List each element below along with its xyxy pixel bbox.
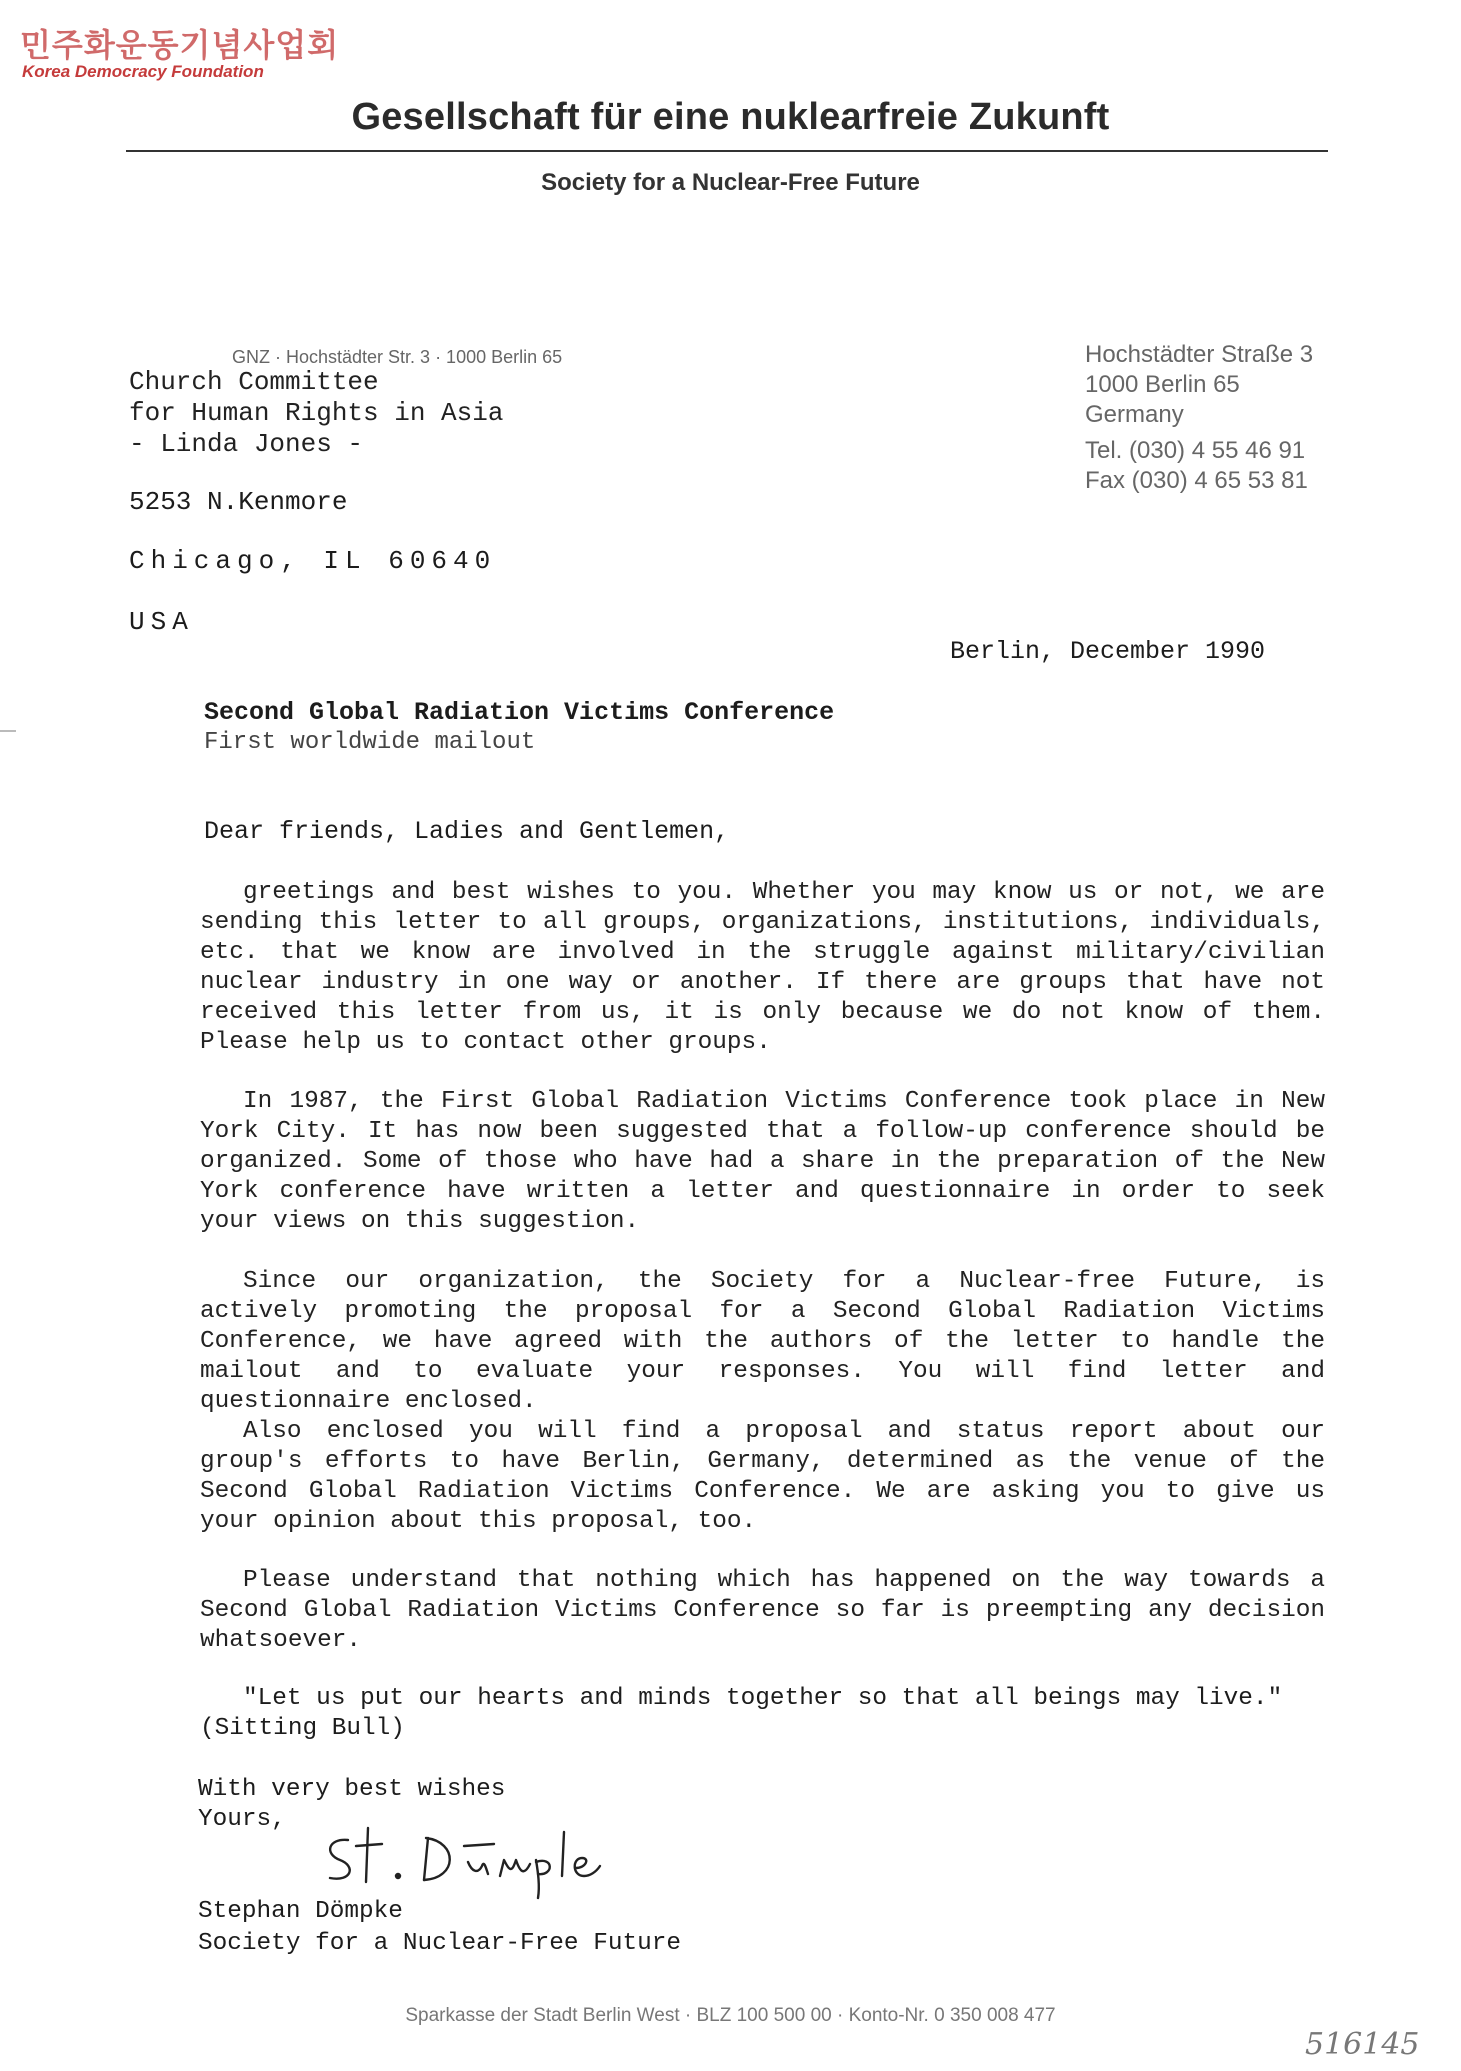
org-country: Germany xyxy=(1085,401,1184,428)
recipient-line: Church Committee xyxy=(129,367,379,397)
letterhead-name-german: Gesellschaft für eine nuklearfreie Zukunft xyxy=(351,96,1110,138)
recipient-line: for Human Rights in Asia xyxy=(129,398,504,428)
body-paragraph: greetings and best wishes to you. Whether you may know us or not, we are sending this letter to all groups, organizations, institutions, individuals, etc. that we know are involved in the struggle against military/civilian nuclear industry in one way or another. If there are groups that have not received this letter from us, it is only because we do not know of them. Please help us to contact other groups. xyxy=(200,879,1325,1056)
org-street: Hochstädter Straße 3 xyxy=(1085,341,1314,368)
org-city: 1000 Berlin 65 xyxy=(1085,371,1240,398)
sender-return-line: GNZ · Hochstädter Str. 3 · 1000 Berlin 65 xyxy=(232,347,563,367)
quote-block xyxy=(200,1684,1325,1744)
signer-name: Stephan Dömpke xyxy=(198,1898,403,1925)
letterhead-rule xyxy=(126,150,1328,152)
subject-subtitle: First worldwide mailout xyxy=(204,729,536,756)
org-telephone: Tel. (030) 4 55 46 91 xyxy=(1085,437,1306,464)
bank-details-footer: Sparkasse der Stadt Berlin West · BLZ 100 500 00 · Konto-Nr. 0 350 008 477 xyxy=(405,2005,1056,2026)
closing-line: Yours, xyxy=(198,1806,286,1833)
letterhead-name-english: Society for a Nuclear-Free Future xyxy=(541,169,920,196)
archive-number: 516145 xyxy=(1305,2027,1420,2062)
body-paragraph: Since our organization, the Society for a Nuclear-free Future, is actively promoting the proposal for a Second Global Radiation Victims Conference, we have agreed with the authors of the letter to handle the mailout and to evaluate your responses. You will find letter and questionnaire enclosed. xyxy=(200,1268,1325,1415)
salutation: Dear friends, Ladies and Gentlemen, xyxy=(204,817,730,846)
recipient-city: Chicago, IL 60640 xyxy=(129,546,497,576)
kdf-korean-watermark: 민주화운동기념사업회 xyxy=(20,26,340,64)
closing-line: With very best wishes xyxy=(198,1776,506,1803)
signer-organization: Society for a Nuclear-Free Future xyxy=(198,1930,682,1957)
body-paragraph: In 1987, the First Global Radiation Victims Conference took place in New York City. It has now been suggested that a follow-up conference should be organized. Some of those who have had a share in the preparation of the New York conference have written a letter and questionnaire in order to seek your views on this suggestion. xyxy=(200,1088,1325,1235)
recipient-street: 5253 N.Kenmore xyxy=(129,487,348,517)
quote-attribution: (Sitting Bull) xyxy=(200,1715,405,1742)
signer-block xyxy=(198,1896,681,1960)
scan-mark xyxy=(0,730,16,732)
recipient-block xyxy=(129,367,503,460)
recipient-line: - Linda Jones - xyxy=(129,429,364,459)
signature-image xyxy=(318,1820,618,1900)
organization-address xyxy=(1085,340,1313,496)
subject-title: Second Global Radiation Victims Conference xyxy=(204,698,835,727)
quote-text: "Let us put our hearts and minds together so that all beings may live." xyxy=(243,1685,1283,1712)
kdf-english-watermark: Korea Democracy Foundation xyxy=(22,62,264,81)
body-paragraph: Also enclosed you will find a proposal and status report about our group's efforts to have Berlin, Germany, determined as the venue of the Second Global Radiation Victims Conference. We are asking you to give us your opinion about this proposal, too. xyxy=(200,1418,1325,1535)
body-paragraph: Please understand that nothing which has happened on the way towards a Second Global Radiation Victims Conference so far is preempting any decision whatsoever. xyxy=(200,1567,1325,1654)
letter-date: Berlin, December 1990 xyxy=(950,637,1266,666)
handwritten-signature xyxy=(318,1820,618,1905)
recipient-country: USA xyxy=(129,607,194,637)
org-fax: Fax (030) 4 65 53 81 xyxy=(1085,467,1308,494)
